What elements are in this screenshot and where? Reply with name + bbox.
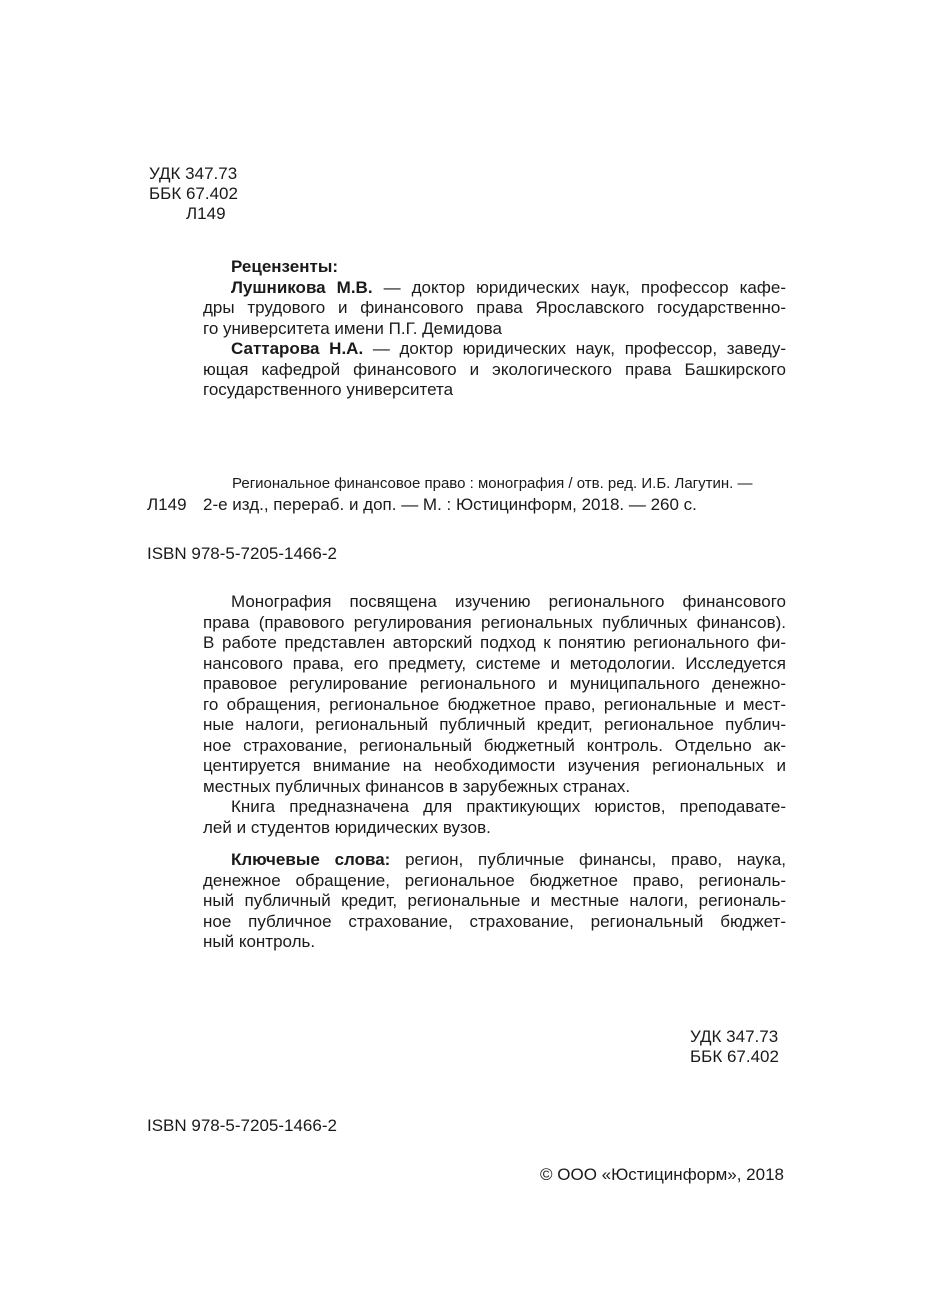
- bbk-code-bottom: ББК 67.402: [690, 1047, 779, 1066]
- keywords-line: денежное обращение, региональное бюджетное право, региональ-: [203, 870, 786, 890]
- reviewer-2-line-3: государственного университета: [203, 380, 454, 399]
- keywords-line: Ключевые слова: регион, публичные финансы, право, наука,: [231, 850, 786, 869]
- udk-code: УДК 347.73: [149, 164, 238, 183]
- bbk-code: ББК 67.402: [149, 184, 238, 203]
- annotation-line: правовое регулирование регионального и муниципального денежно-: [203, 674, 786, 693]
- annotation-line: В работе представлен авторский подход к понятию регионального фи-: [203, 633, 786, 652]
- annotation-line: ные налоги, региональный публичный кредит, региональное публич-: [203, 715, 786, 734]
- keywords-label: Ключевые слова:: [231, 850, 391, 869]
- reviewer-1-line-1: Лушникова М.В. — доктор юридических наук, профессор кафе-: [231, 277, 786, 297]
- keywords-line: ный контроль.: [203, 932, 316, 951]
- audience-line: Книга предназначена для практикующих юристов, преподавате-: [231, 797, 786, 816]
- keywords-line: ное публичное страхование, страхование, региональный бюджет-: [203, 911, 786, 931]
- biblio-sign: Л149: [147, 495, 187, 514]
- isbn-bottom: ISBN 978-5-7205-1466-2: [147, 1116, 337, 1135]
- copyright: © ООО «Юстицинформ», 2018: [540, 1165, 784, 1184]
- reviewer-2-name: Саттарова Н.А.: [231, 339, 364, 358]
- annotation-line: местных публичных финансов в зарубежных странах.: [203, 776, 631, 796]
- reviewer-1-line-3: го университета имени П.Г. Демидова: [203, 318, 502, 338]
- annotation-line: ное страхование, региональный бюджетный контроль. Отдельно ак-: [203, 735, 786, 755]
- reviewers-heading: Рецензенты:: [231, 257, 338, 276]
- reviewer-2-line-2: ющая кафедрой финансового и экологического права Башкирского: [203, 359, 786, 379]
- reviewer-1-line-2: дры трудового и финансового права Ярославского государственно-: [203, 298, 786, 317]
- author-sign: Л149: [186, 204, 226, 223]
- annotation-line: го обращения, региональное бюджетное право, региональные и мест-: [203, 694, 786, 714]
- biblio-title-line: Региональное финансовое право : монография / отв. ред. И.Б. Лагутин. —: [232, 475, 753, 492]
- keywords-line: ный публичный кредит, региональные и местные налоги, региональ-: [203, 891, 786, 910]
- isbn-top: ISBN 978-5-7205-1466-2: [147, 544, 337, 563]
- annotation: [203, 592, 786, 838]
- annotation-line: права (правового регулирования региональных публичных финансов).: [203, 612, 786, 632]
- audience-line: лей и студентов юридических вузов.: [203, 817, 491, 837]
- udk-code-bottom: УДК 347.73: [690, 1027, 779, 1046]
- reviewer-1-name: Лушникова М.В.: [231, 277, 373, 297]
- annotation-line: Монография посвящена изучению регионального финансового: [231, 592, 786, 611]
- annotation-line: нансового права, его предмету, системе и методологии. Исследуется: [203, 653, 786, 673]
- reviewer-2-line-1: Саттарова Н.А. — доктор юридических наук, профессор, заведу-: [231, 339, 787, 358]
- annotation-line: центируется внимание на необходимости изучения региональных и: [203, 756, 786, 775]
- biblio-edition-line: 2-е изд., перераб. и доп. — М. : Юстицинформ, 2018. — 260 с.: [203, 495, 697, 514]
- keywords: [203, 850, 786, 953]
- reviewers-block: [203, 257, 786, 401]
